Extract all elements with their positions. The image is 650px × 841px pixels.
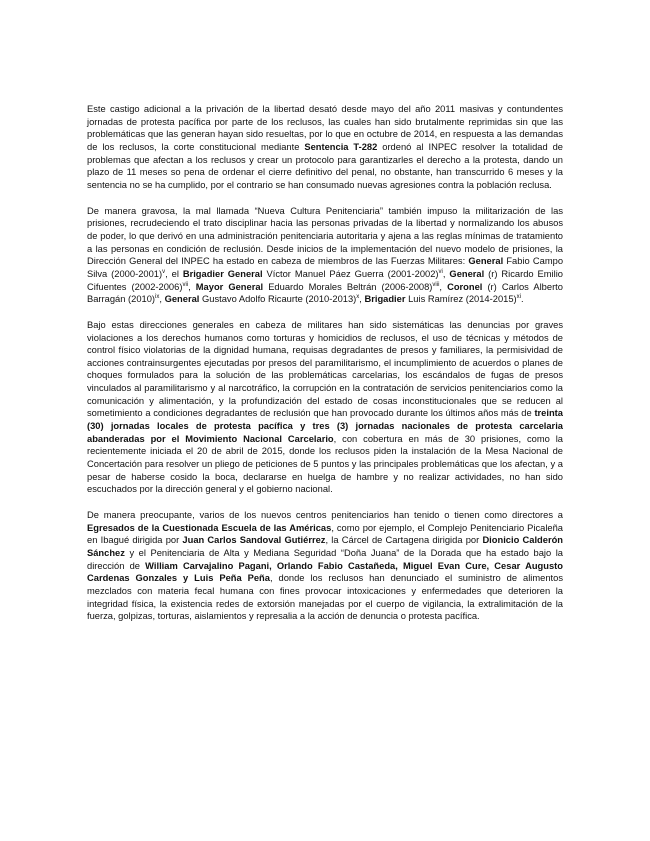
bold-text: Dionicio Calderón Sánchez [87, 535, 563, 558]
text-run: , [159, 294, 165, 305]
bold-text: William Carvajalino Pagani, Orlando Fabio Castañeda, Miguel Evan Cure, Cesar Augusto Cardenas Gonzales y Luis Peña Peña [87, 560, 563, 584]
bold-text: Sentencia T-282 [304, 141, 378, 152]
footnote-marker: ix [155, 294, 160, 301]
document-body [87, 103, 563, 636]
bold-text: Juan Carlos Sandoval Gutiérrez [182, 535, 326, 546]
text-run: De manera preocupante, varios de los nuevos centros penitenciarios han tenido o tienen como directores a [87, 510, 563, 521]
footnote-marker: xi [516, 294, 521, 301]
paragraph-4 [87, 509, 563, 623]
text-run: (r) Ricardo Emilio Cifuentes (2002-2006) [87, 268, 563, 292]
text-run: Luis Ramírez (2014-2015) [405, 294, 517, 305]
bold-text: General [468, 256, 504, 267]
text-run: , el [165, 268, 183, 279]
bold-text: Brigadier [364, 294, 406, 305]
text-run: , [442, 268, 450, 279]
text-run: , [359, 294, 365, 305]
text-run: (r) Carlos Alberto Barragán (2010) [87, 281, 563, 305]
text-run: De manera gravosa, la mal llamada “Nueva Cultura Penitenciaria” también impuso la militarización de las prisiones, recrudeciendo el trato disciplinar hacia las personas privadas de la libertad y normalizando los abusos de poder, lo que derivó en una administración penitenciaria autoritaria y ajena a las reglas mínimas de tratamiento a las personas en condición de reclusión. Desde inicios de la implementación del nuevo modelo de prisiones, la Dirección General del INPEC ha estado en cabeza de miembros de las Fuerzas Militares: [87, 205, 563, 267]
bold-text: General [164, 294, 200, 305]
text-run: Eduardo Morales Beltrán (2006-2008) [263, 281, 433, 292]
text-run: Fabio Campo Silva (2000-2001) [87, 256, 564, 279]
footnote-marker: vi [438, 268, 443, 275]
text-run: , con cobertura en más de 30 prisiones, como la recientemente iniciada el 20 de abril de 2015, donde los reclusos piden la instalación de la Mesa Nacional de Concertación para resolver un pliego de peticiones de 5 puntos y las principales problemáticas que los afectan, y a pesar de haberse cosido la boca, declararse en huelga de hambre y no realizar actividades, no han sido escuchados por la dirección general y el gobierno nacional. [87, 433, 563, 495]
text-run: , como por ejemplo, el Complejo Penitenciario Picaleña en Ibagué dirigida por [87, 522, 563, 546]
text-run: , [439, 281, 448, 292]
text-run: Gustavo Adolfo Ricaurte (2010-2013) [199, 294, 357, 305]
bold-text: Brigadier General [182, 268, 263, 279]
bold-text: Coronel [447, 281, 483, 292]
text-run: , [188, 281, 196, 292]
bold-text: Mayor General [195, 281, 264, 292]
footnote-marker: viii [432, 281, 440, 288]
paragraph-3 [87, 319, 563, 496]
paragraph-1 [87, 103, 563, 192]
paragraph-2 [87, 205, 563, 306]
text-run: , donde los reclusos han denunciado el suministro de alimentos mezclados con materia fecal humana con fines provocar intoxicaciones y enfermedades que deterioren la integridad física, la existencia redes de extorsión manejadas por el cuerpo de vigilancia, la extralimitación de la fuerza, golpizas, torturas, aislamientos y represalia a la acción de denuncia o protesta pacífica. [87, 573, 563, 622]
text-run: Víctor Manuel Páez Guerra (2001-2002) [262, 268, 439, 279]
text-run: Bajo estas direcciones generales en cabeza de militares han sido sistemáticas las denuncias por graves violaciones a los derechos humanos como torturas y homicidios de reclusos, el uso de técnicas y métodos de control físico violatorias de la dignidad humana, requisas degradantes de presos y familiares, la permisividad de acciones contrainsurgentes ejecutadas por presos del paramilitarismo, el incumplimiento de acuerdos o planes de choques formulados para la solución de las problemáticas carcelarias, los escándalos de fugas de presos vinculados al paramilitarismo y al narcotráfico, la corrupción en la contratación de servicios penitenciarios como la comunicación y alimentación, y la profundización del estado de cosas inconstitucionales que se reducen al sometimiento a condiciones degradantes de reclusión que han provocado durante los últimos años más de [87, 319, 563, 419]
bold-text: treinta (30) jornadas locales de protesta pacífica y tres (3) jornadas nacionales de protesta carcelaria abanderadas por el Movimiento Nacional Carcelario [87, 408, 563, 444]
bold-text: General [449, 268, 485, 279]
text-run: , la Cárcel de Cartagena dirigida por [325, 535, 483, 546]
text-run: Este castigo adicional a la privación de la libertad desató desde mayo del año 2011 masivas y contundentes jornadas de protesta pacífica por parte de los reclusos, las cuales han sido brutalmente reprimidas sin que las problemáticas que las generan hayan sido resueltas, por lo que en octubre de 2014, en respuesta a las demandas de los reclusos, la corte constitucional mediante [87, 104, 563, 152]
footnote-marker: v [162, 268, 166, 275]
footnote-marker: vii [182, 281, 189, 288]
text-run: ordenó al INPEC resolver la totalidad de problemas que afectan a los reclusos y crear un protocolo para garantizarles el derecho a la protesta, dando un plazo de 11 meses so pena de ordenar el cierre definitivo del penal, no obstante, han transcurrido 6 meses y la sentencia no se ha cumplido, por el contrario se han consumado nuevas agresiones contra la población reclusa. [87, 141, 563, 190]
text-run: y el Penitenciaria de Alta y Mediana Seguridad “Doña Juana” de la Dorada que ha estado bajo la dirección de [87, 548, 563, 571]
bold-text: Egresados de la Cuestionada Escuela de las Américas [87, 522, 332, 533]
text-run: . [520, 294, 524, 305]
footnote-marker: x [356, 294, 360, 301]
